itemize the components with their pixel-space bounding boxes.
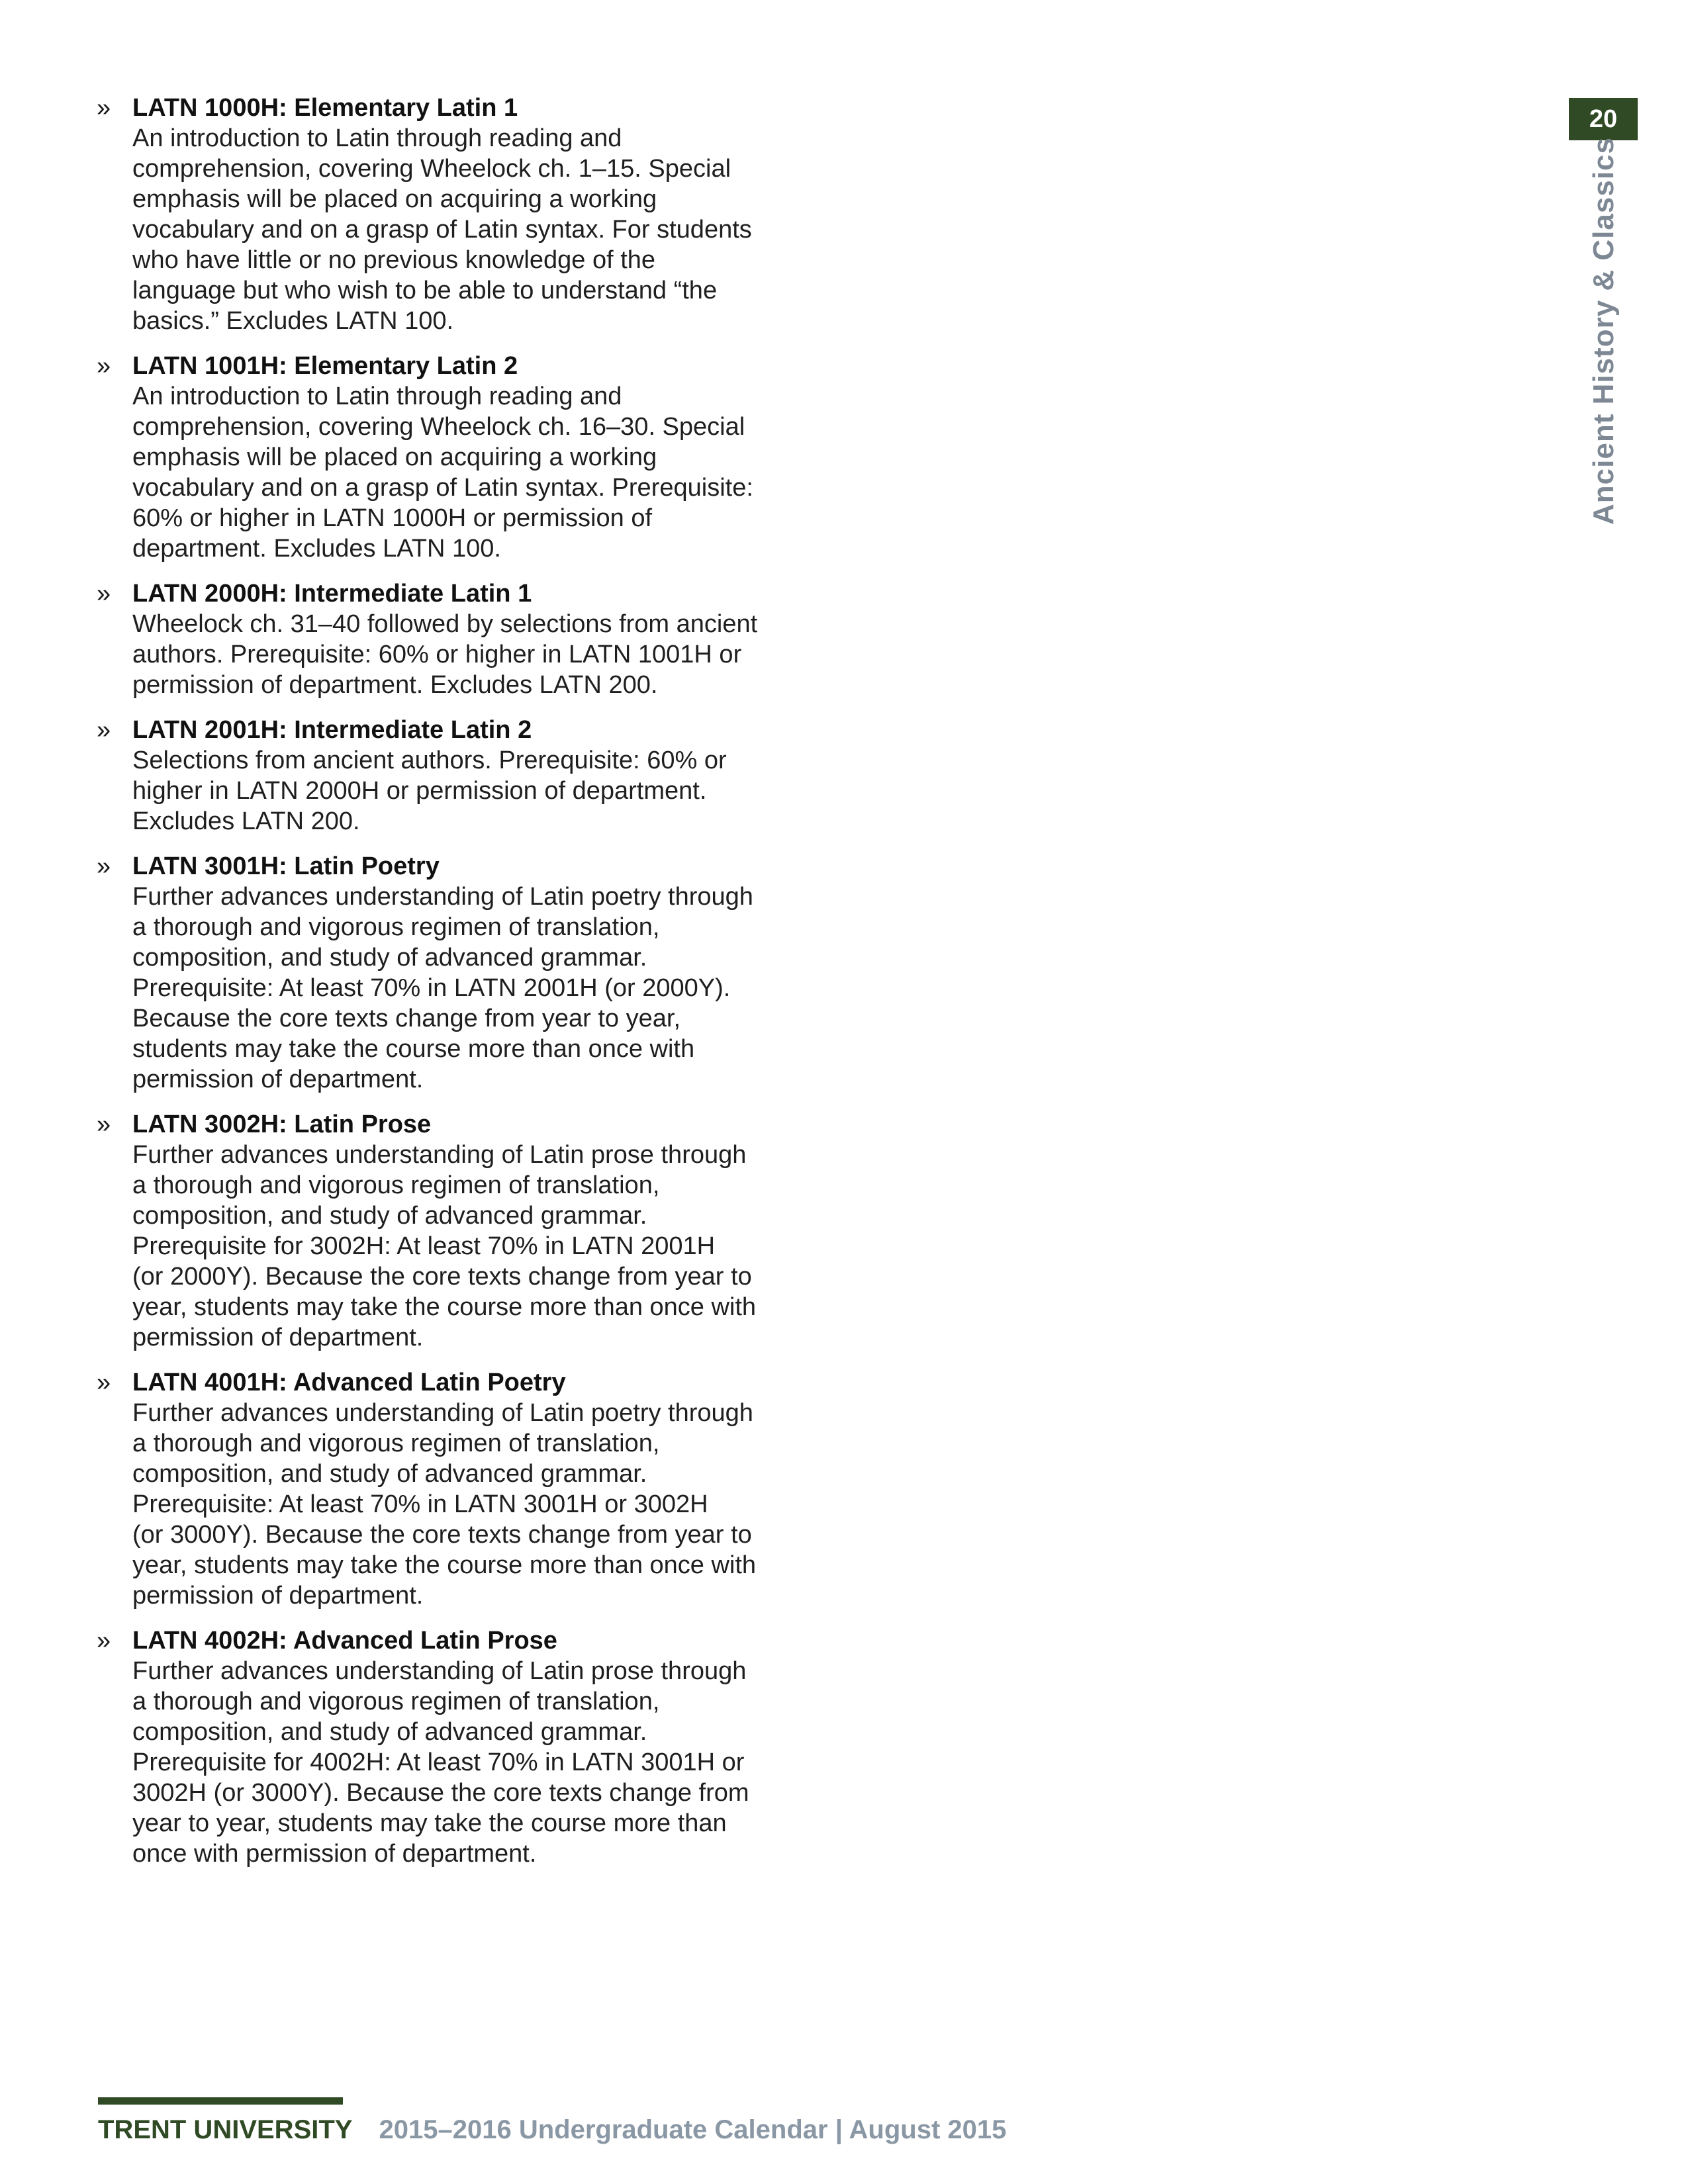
course-entry	[93, 1109, 821, 1353]
course-description	[132, 745, 821, 837]
description-line: year, students may take the course more than once with	[132, 1551, 757, 1579]
description-line: year to year, students may take the course more than	[132, 1809, 727, 1837]
bullet-icon: »	[97, 1369, 111, 1396]
bullet-icon: »	[97, 94, 111, 122]
description-line: Further advances understanding of Latin prose through	[132, 1657, 747, 1685]
course-title: LATN 4002H: Advanced Latin Prose	[132, 1627, 557, 1655]
description-line: department. Excludes LATN 100.	[132, 535, 501, 563]
description-line: composition, and study of advanced grammar.	[132, 1718, 647, 1746]
description-line: composition, and study of advanced grammar.	[132, 1202, 647, 1230]
description-line: year, students may take the course more than once with	[132, 1293, 757, 1321]
description-line: basics.” Excludes LATN 100.	[132, 307, 454, 335]
description-line: Prerequisite: At least 70% in LATN 3001H or 3002H	[132, 1490, 708, 1518]
course-list	[93, 93, 821, 1884]
course-entry	[93, 715, 821, 837]
description-line: Prerequisite for 4002H: At least 70% in LATN 3001H or	[132, 1749, 745, 1776]
description-line: Wheelock ch. 31–40 followed by selections from ancient	[132, 610, 758, 638]
course-entry	[93, 1625, 821, 1869]
description-line: Prerequisite for 3002H: At least 70% in LATN 2001H	[132, 1232, 716, 1260]
course-description	[132, 123, 821, 336]
course-title: LATN 3002H: Latin Prose	[132, 1111, 432, 1138]
course-entry	[93, 93, 821, 336]
description-line: authors. Prerequisite: 60% or higher in LATN 1001H or	[132, 641, 742, 668]
footer-calendar: 2015–2016 Undergraduate Calendar | August 2015	[379, 2115, 1007, 2144]
description-line: vocabulary and on a grasp of Latin syntax. Prerequisite:	[132, 474, 753, 502]
description-line: who have little or no previous knowledge of the	[132, 246, 656, 274]
description-line: a thorough and vigorous regimen of translation,	[132, 1688, 660, 1715]
course-title: LATN 4001H: Advanced Latin Poetry	[132, 1369, 566, 1396]
description-line: emphasis will be placed on acquiring a working	[132, 443, 657, 471]
description-line: 60% or higher in LATN 1000H or permission of	[132, 504, 653, 532]
bullet-icon: »	[97, 580, 111, 608]
description-line: a thorough and vigorous regimen of translation,	[132, 1430, 660, 1457]
bullet-icon: »	[97, 352, 111, 380]
description-line: vocabulary and on a grasp of Latin syntax. For students	[132, 216, 752, 244]
bullet-icon: »	[97, 1627, 111, 1655]
description-line: permission of department. Excludes LATN 200.	[132, 671, 658, 699]
course-title: LATN 1000H: Elementary Latin 1	[132, 94, 518, 122]
description-line: comprehension, covering Wheelock ch. 1–15. Special	[132, 155, 731, 183]
page-number: 20	[1569, 98, 1638, 140]
description-line: Selections from ancient authors. Prerequisite: 60% or	[132, 747, 727, 774]
description-line: Further advances understanding of Latin prose through	[132, 1141, 747, 1169]
description-line: composition, and study of advanced grammar.	[132, 944, 647, 972]
description-line: An introduction to Latin through reading and	[132, 383, 622, 410]
section-side-label: Ancient History & Classics	[1587, 137, 1620, 525]
course-entry	[93, 851, 821, 1095]
bullet-icon: »	[97, 852, 111, 880]
description-line: language but who wish to be able to understand “the	[132, 277, 718, 304]
description-line: An introduction to Latin through reading and	[132, 124, 622, 152]
course-entry	[93, 1367, 821, 1611]
footer-university: TRENT UNIVERSITY	[98, 2115, 353, 2144]
description-line: Further advances understanding of Latin poetry through	[132, 1399, 753, 1427]
course-entry	[93, 351, 821, 564]
description-line: a thorough and vigorous regimen of translation,	[132, 1171, 660, 1199]
description-line: Further advances understanding of Latin poetry through	[132, 883, 753, 911]
bullet-icon: »	[97, 1111, 111, 1138]
course-description	[132, 1398, 821, 1611]
description-line: Excludes LATN 200.	[132, 807, 360, 835]
course-title: LATN 3001H: Latin Poetry	[132, 852, 440, 880]
description-line: Prerequisite: At least 70% in LATN 2001H (or 2000Y).	[132, 974, 731, 1002]
description-line: (or 2000Y). Because the core texts change from year to	[132, 1263, 752, 1291]
course-description	[132, 609, 821, 700]
description-line: comprehension, covering Wheelock ch. 16–30. Special	[132, 413, 745, 441]
description-line: permission of department.	[132, 1324, 424, 1351]
course-title: LATN 2000H: Intermediate Latin 1	[132, 580, 532, 608]
description-line: students may take the course more than once with	[132, 1035, 695, 1063]
footer-rule	[98, 2097, 343, 2105]
bullet-icon: »	[97, 716, 111, 744]
course-entry	[93, 578, 821, 700]
course-title: LATN 2001H: Intermediate Latin 2	[132, 716, 532, 744]
description-line: 3002H (or 3000Y). Because the core texts change from	[132, 1779, 749, 1807]
course-description	[132, 1656, 821, 1869]
description-line: emphasis will be placed on acquiring a working	[132, 185, 657, 213]
description-line: Because the core texts change from year to year,	[132, 1005, 681, 1032]
description-line: permission of department.	[132, 1066, 424, 1093]
description-line: higher in LATN 2000H or permission of department.	[132, 777, 707, 805]
description-line: permission of department.	[132, 1582, 424, 1610]
course-description	[132, 381, 821, 564]
footer	[98, 2115, 1006, 2145]
course-description	[132, 882, 821, 1095]
description-line: a thorough and vigorous regimen of translation,	[132, 913, 660, 941]
course-description	[132, 1140, 821, 1353]
description-line: once with permission of department.	[132, 1840, 537, 1868]
course-title: LATN 1001H: Elementary Latin 2	[132, 352, 518, 380]
description-line: composition, and study of advanced grammar.	[132, 1460, 647, 1488]
description-line: (or 3000Y). Because the core texts change from year to	[132, 1521, 752, 1549]
